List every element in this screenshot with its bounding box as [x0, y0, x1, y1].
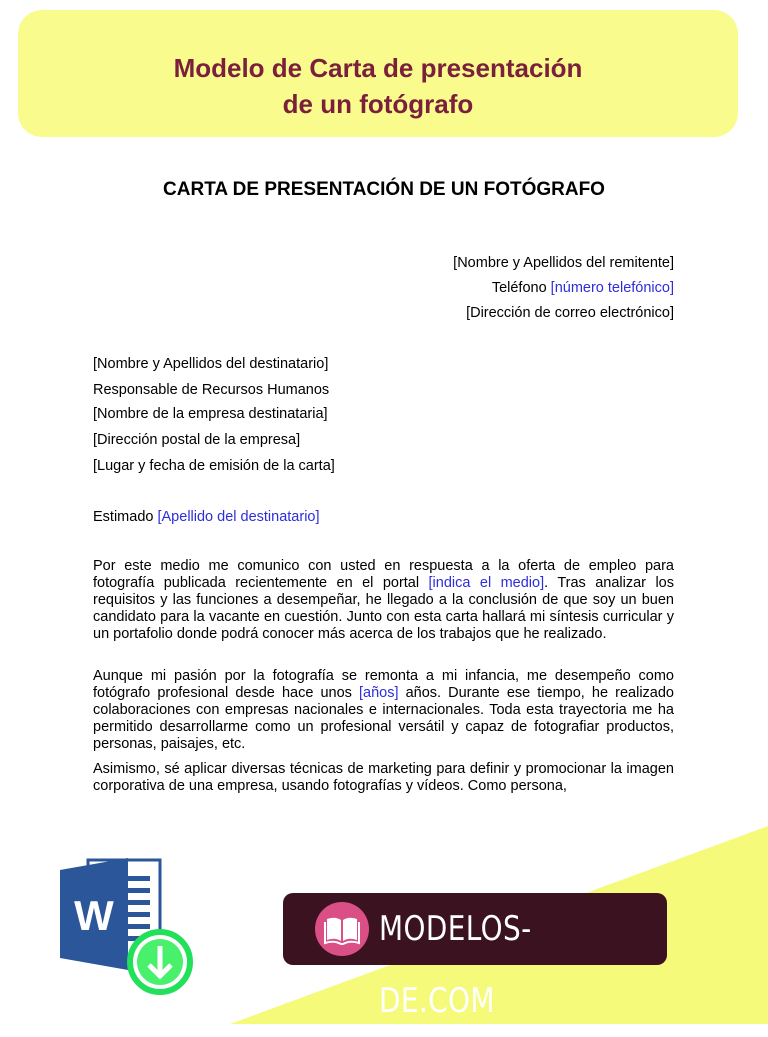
- banner-title-line2: de un fotógrafo: [282, 89, 474, 119]
- paragraph-1-after: . Tras analizar los requisitos y las funciones a desempeñar, he llegado a la conclusión de que soy un buen candidato para la vacante en cuestión. Junto con esta carta hallará mi síntesis curricular y un portafolio donde podrá conocer más acerca de los trabajos que he realizado.: [93, 575, 674, 642]
- document-title: CARTA DE PRESENTACIÓN DE UN FOTÓGRAFO: [163, 179, 605, 200]
- paragraph-2-after: años. Durante ese tiempo, he realizado colaboraciones con empresas nacionales e internacionales. Toda esta trayectoria me ha permitido desarrollarme como un profesional versátil y capaz de fotografiar productos, personas, paisajes, etc.: [93, 685, 674, 752]
- recipient-company: [Nombre de la empresa destinataria]: [93, 406, 328, 422]
- paragraph-1: [93, 558, 674, 643]
- greeting: [93, 509, 320, 525]
- book-icon: [315, 902, 369, 956]
- word-download-icon[interactable]: [58, 858, 193, 998]
- modelos-de-logo[interactable]: [283, 893, 667, 1021]
- sender-name: [Nombre y Apellidos del remitente]: [453, 255, 674, 271]
- sender-phone-label: Teléfono: [491, 280, 551, 296]
- logo-text: MODELOS-DE.COM: [379, 909, 532, 1021]
- recipient-name: [Nombre y Apellidos del destinatario]: [93, 356, 329, 372]
- sender-phone: [número telefónico]: [550, 280, 674, 296]
- paragraph-2-before: Aunque mi pasión por la fotografía se remonta a mi infancia, me desempeño como fotógrafo profesional desde hace unos: [93, 668, 674, 701]
- paragraph-2-placeholder: [años]: [359, 685, 399, 701]
- logo-circle: [315, 902, 369, 956]
- greeting-placeholder: [Apellido del destinatario]: [157, 509, 320, 525]
- place-date: [Lugar y fecha de emisión de la carta]: [93, 458, 335, 474]
- paragraph-2: [93, 668, 674, 753]
- banner-title-line1: Modelo de Carta de presentación: [173, 53, 583, 83]
- paragraph-1-placeholder: [indica el medio]: [428, 575, 545, 591]
- banner-title: [18, 50, 738, 122]
- paragraph-1-before: Por este medio me comunico con usted en respuesta a la oferta de empleo para fotografía publicada recientemente en el portal: [93, 558, 674, 591]
- paragraph-3: Asimismo, sé aplicar diversas técnicas de marketing para definir y promocionar la imagen corporativa de una empresa, usando fotografías y vídeos. Como persona,: [93, 761, 674, 794]
- sender-email: [Dirección de correo electrónico]: [466, 305, 674, 321]
- recipient-address: [Dirección postal de la empresa]: [93, 432, 301, 448]
- header-banner: [18, 10, 738, 137]
- svg-text:W: W: [74, 892, 114, 939]
- recipient-role: Responsable de Recursos Humanos: [93, 382, 330, 398]
- sender-phone-line: [492, 280, 674, 296]
- greeting-text: Estimado: [93, 509, 158, 525]
